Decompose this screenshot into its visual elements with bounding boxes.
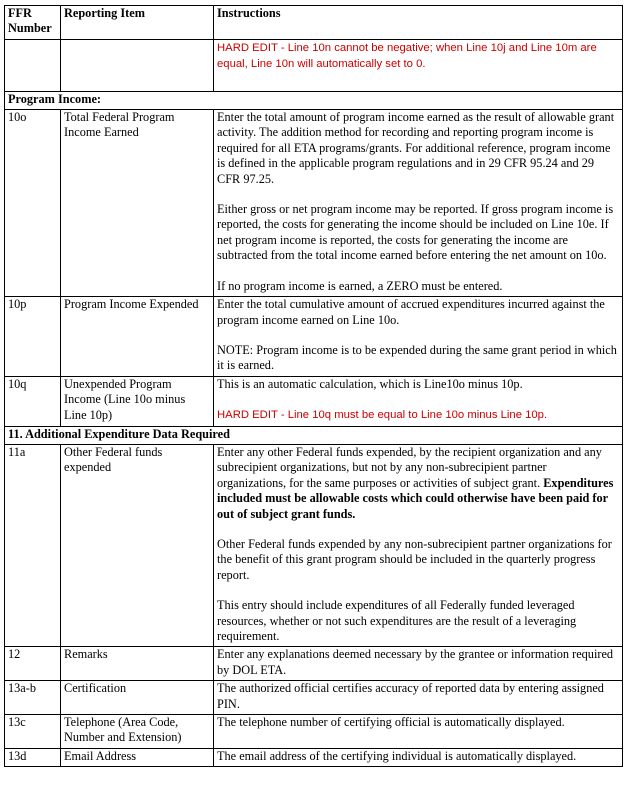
instruction-text: The email address of the certifying individual is automatically displayed. [217, 748, 577, 763]
instructions-cell [214, 715, 623, 749]
instruction-text: Other Federal funds expended by any non-subrecipient partner organizations for the benefit of this grant program should be included in the quarterly progress report. [217, 536, 612, 582]
reporting-item-cell [61, 39, 214, 91]
section-row [5, 426, 623, 444]
instruction-text: Either gross or net program income may be reported. If gross program income is reported, the costs for generating the income should be included on Line 10e. If net program income is reported, the costs for generating the income are subtracted from the total income earned before entering the net amount on 10o. [217, 202, 614, 263]
section-row [5, 91, 623, 109]
instruction-paragraph [217, 749, 618, 764]
instruction-paragraph [217, 598, 618, 644]
instruction-text: Enter any other Federal funds expended, by the recipient organization and any subrecipient organizations, but not by any non-subrecipient partner organizations, for the same purposes or activities of subject grant. [217, 444, 602, 490]
instructions-cell [214, 647, 623, 681]
table-row [5, 444, 623, 646]
ffr-number-cell: 12 [5, 647, 61, 681]
table-row [5, 748, 623, 766]
reporting-item-cell: Certification [61, 681, 214, 715]
ffr-number-cell: 13a-b [5, 681, 61, 715]
instruction-paragraph [217, 343, 618, 374]
instructions-cell [214, 376, 623, 426]
instruction-text: Enter the total amount of program income earned as the result of allowable grant activity. The addition method for recording and reporting program income is required for all ETA programs/grants. For additional reference, program income is defined in the applicable program regulations and in 29 CFR 95.24 and 29 CFR 97.25. [217, 110, 615, 186]
instruction-paragraph [217, 681, 618, 712]
hard-edit-text: HARD EDIT - Line 10n cannot be negative; when Line 10j and Line 10m are equal, Line 10n will automatically set to 0. [217, 41, 597, 71]
table-row [5, 376, 623, 426]
instruction-paragraph [217, 377, 618, 392]
instructions-cell [214, 297, 623, 377]
instruction-text: NOTE: Program income is to be expended during the same grant period in which it is earned. [217, 342, 617, 373]
column-header: Instructions [214, 6, 623, 40]
table-header [5, 6, 623, 40]
instructions-cell [214, 681, 623, 715]
instructions-cell [214, 444, 623, 646]
instruction-text: This is an automatic calculation, which is Line10o minus 10p. [217, 376, 523, 391]
table-row [5, 110, 623, 297]
instruction-paragraph [217, 407, 618, 423]
hard-edit-text: HARD EDIT - Line 10q must be equal to Line 10o minus Line 10p. [217, 409, 548, 422]
table-row [5, 647, 623, 681]
instruction-paragraph [217, 297, 618, 328]
ffr-number-cell: 13c [5, 715, 61, 749]
instruction-paragraph [217, 202, 618, 264]
column-header: FFR Number [5, 6, 61, 40]
reporting-item-cell: Program Income Expended [61, 297, 214, 377]
instruction-text: Enter any explanations deemed necessary by the grantee or information required by DOL ETA. [217, 647, 614, 677]
instructions-cell [214, 748, 623, 766]
instructions-cell [214, 39, 623, 91]
table-body [5, 39, 623, 766]
instruction-paragraph [217, 445, 618, 522]
ffr-instructions-table [4, 5, 623, 767]
instruction-text: Expenditures included must be allowable costs which could otherwise have been paid for out of subject grant funds. [217, 475, 614, 521]
table-row [5, 297, 623, 377]
instruction-text: The authorized official certifies accuracy of reported data by entering assigned PIN. [217, 681, 604, 711]
ffr-number-cell: 11a [5, 444, 61, 646]
instruction-paragraph [217, 647, 618, 678]
reporting-item-cell: Remarks [61, 647, 214, 681]
ffr-number-cell: 10q [5, 376, 61, 426]
table-row [5, 681, 623, 715]
table-row [5, 39, 623, 91]
section-title: 11. Additional Expenditure Data Required [5, 426, 623, 444]
ffr-number-cell: 13d [5, 748, 61, 766]
instruction-text: This entry should include expenditures of all Federally funded leveraged resources, whether or not such expenditures are the result of a leveraging requirement. [217, 598, 577, 643]
ffr-number-cell: 10p [5, 297, 61, 377]
instructions-cell [214, 110, 623, 297]
instruction-text: If no program income is earned, a ZERO must be entered. [217, 278, 503, 293]
instruction-paragraph [217, 110, 618, 187]
instruction-text: The telephone number of certifying official is automatically displayed. [217, 715, 565, 730]
ffr-number-cell: 10o [5, 110, 61, 297]
section-title: Program Income: [5, 91, 623, 109]
instruction-paragraph [217, 279, 618, 294]
instruction-text: Enter the total cumulative amount of accrued expenditures incurred against the program income earned on Line 10o. [217, 297, 605, 327]
reporting-item-cell: Total Federal Program Income Earned [61, 110, 214, 297]
header-row [5, 6, 623, 40]
reporting-item-cell: Email Address [61, 748, 214, 766]
instruction-paragraph [217, 715, 618, 730]
reporting-item-cell: Other Federal funds expended [61, 444, 214, 646]
ffr-number-cell [5, 39, 61, 91]
table-row [5, 715, 623, 749]
reporting-item-cell: Telephone (Area Code, Number and Extension) [61, 715, 214, 749]
reporting-item-cell: Unexpended Program Income (Line 10o minus Line 10p) [61, 376, 214, 426]
column-header: Reporting Item [61, 6, 214, 40]
instruction-paragraph [217, 537, 618, 583]
instruction-paragraph [217, 40, 618, 73]
